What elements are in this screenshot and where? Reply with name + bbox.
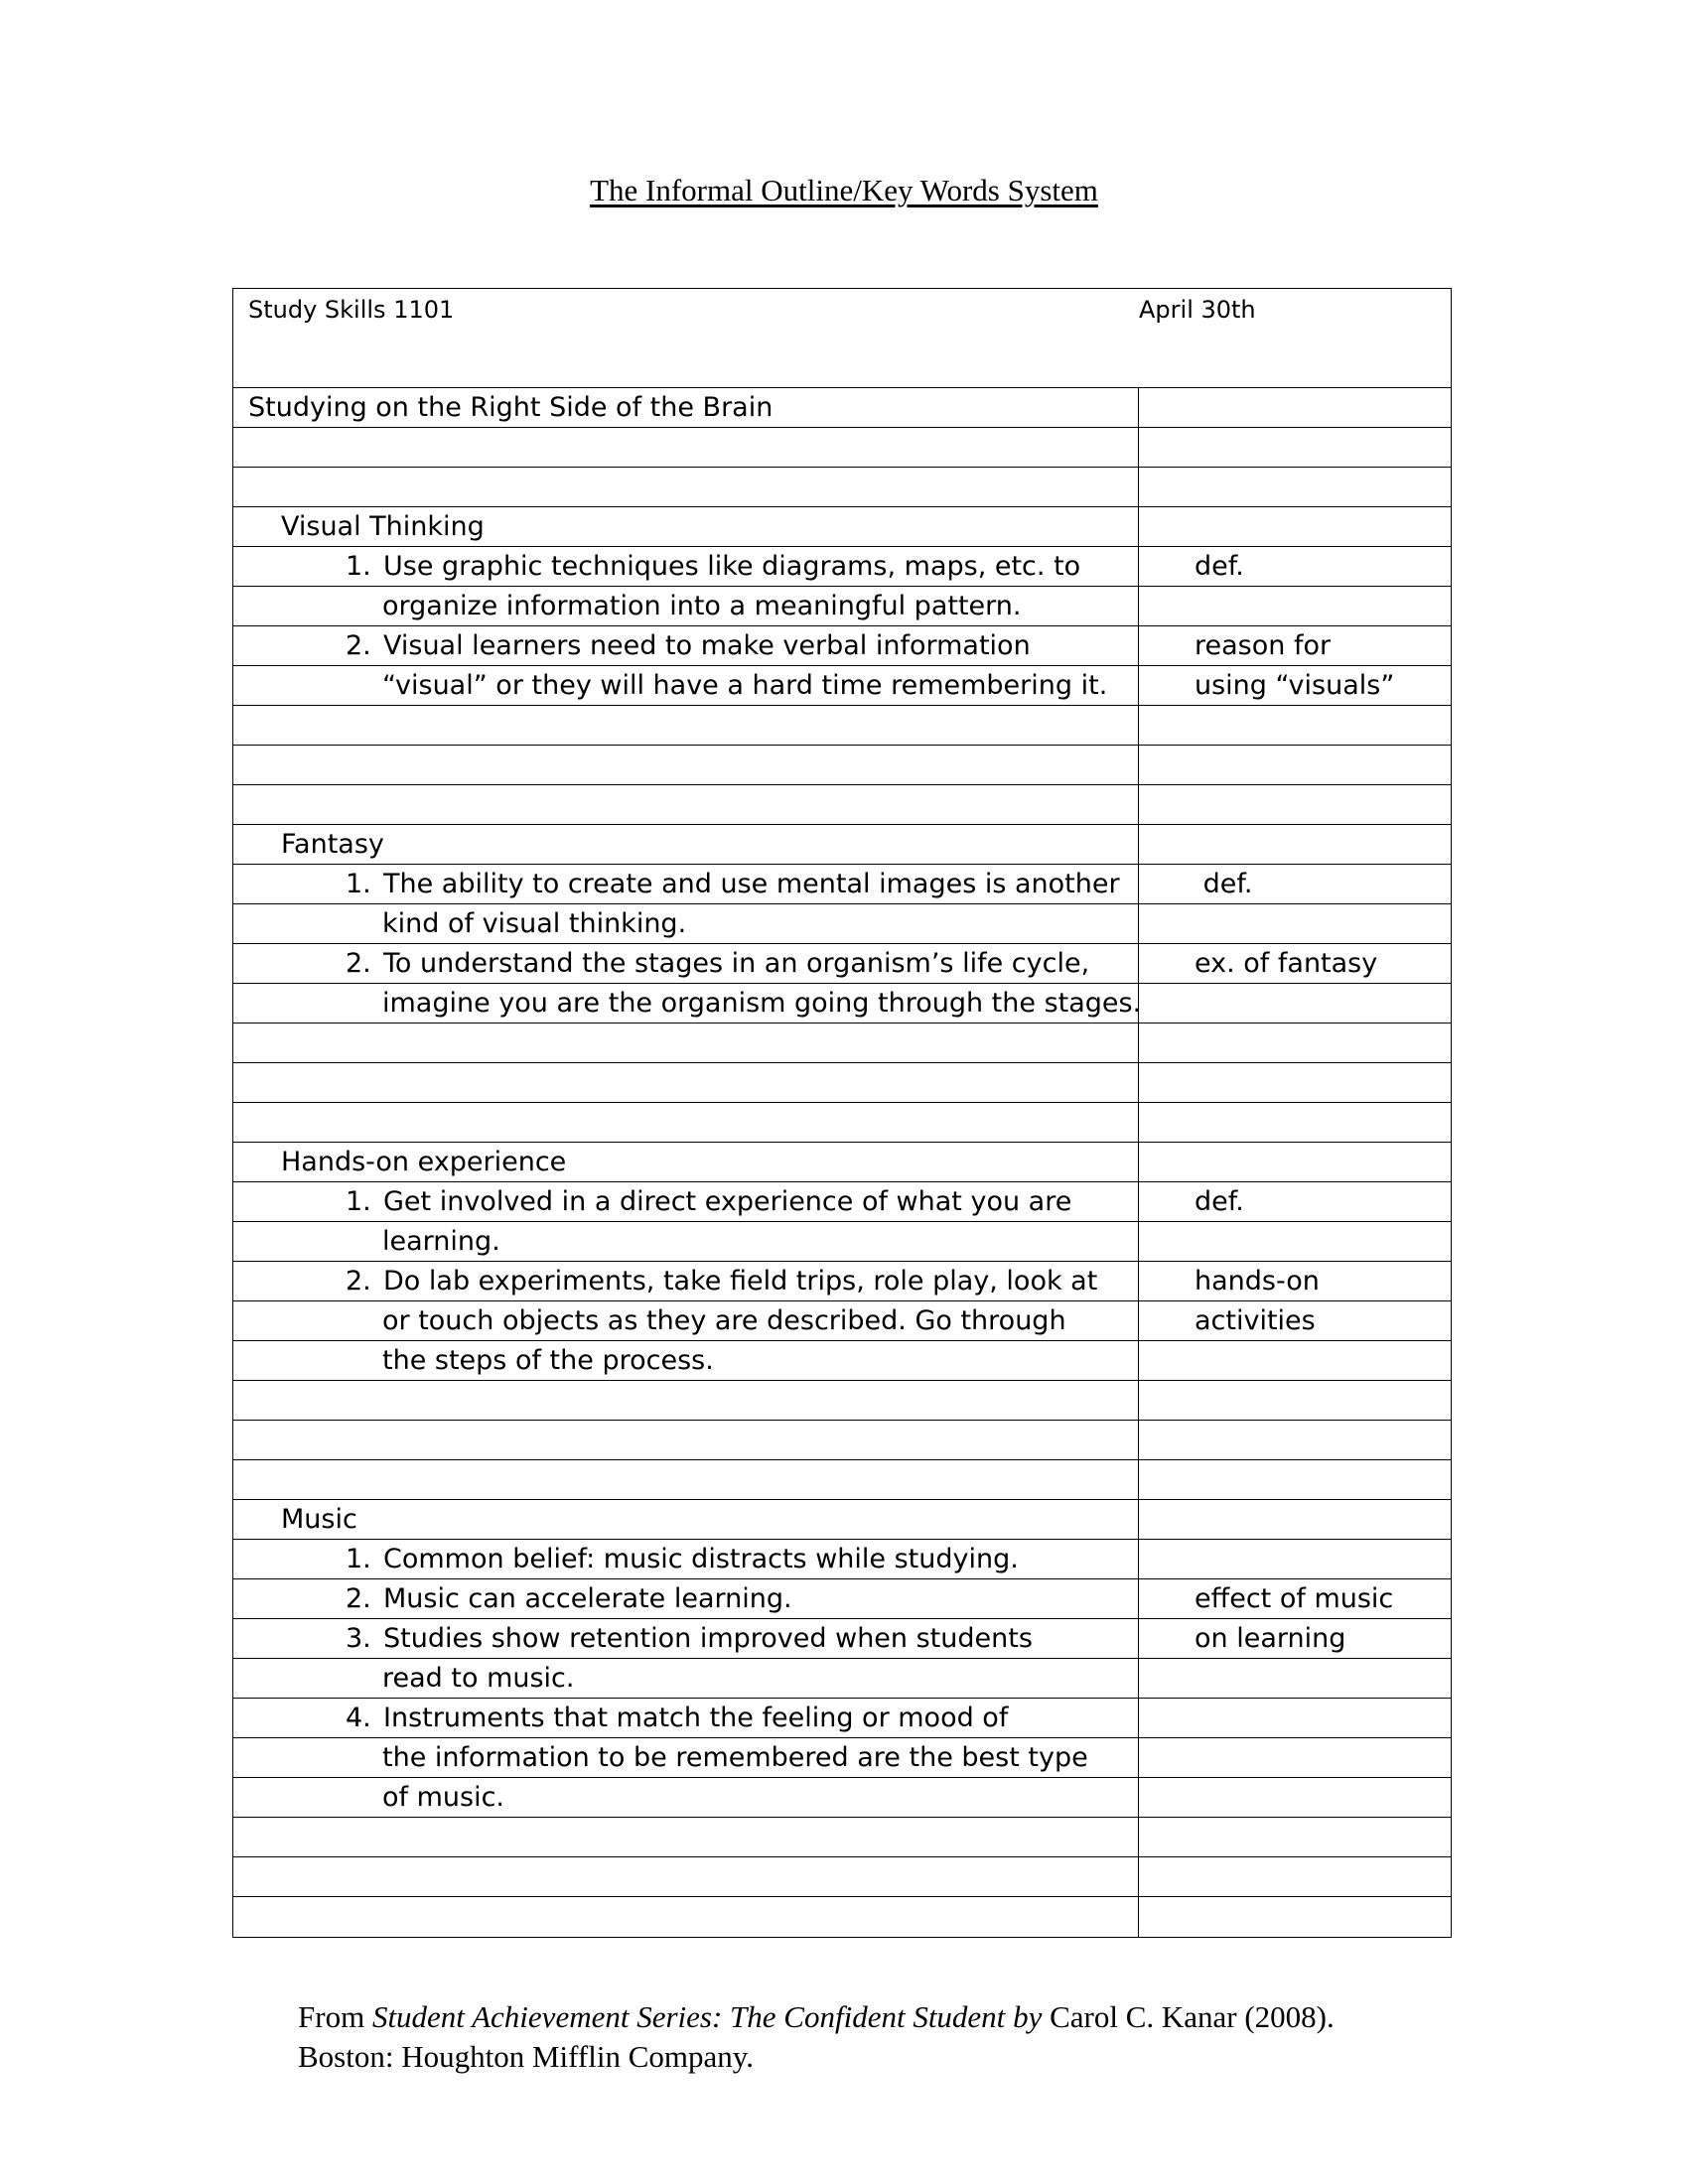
outline-cell [233,1778,1139,1817]
outline-cell [233,507,1139,546]
citation-prefix: From [298,1999,372,2034]
table-row [233,944,1451,984]
key-word: effect of music [1195,1583,1394,1614]
key-word-cell [1139,1024,1451,1062]
table-row [233,1381,1451,1421]
table-row [233,1699,1451,1738]
table-row [233,1659,1451,1699]
outline-cell [233,1460,1139,1499]
table-header [233,289,1451,388]
topic-heading: Fantasy [281,829,384,860]
topic-heading: Visual Thinking [281,511,485,542]
key-word-cell [1139,587,1451,625]
key-word-cell [1139,825,1451,864]
citation-by: by [1005,1999,1043,2034]
outline-cell [233,1143,1139,1181]
outline-cell [233,1818,1139,1856]
table-row [233,1897,1451,1937]
outline-cell [233,1341,1139,1380]
outline-text: Visual learners need to make verbal information [383,630,1031,661]
item-number: 4. [346,1703,371,1733]
key-word-cell [1139,666,1451,705]
table-row [233,1143,1451,1182]
key-word-cell [1139,1103,1451,1142]
outline-text: “visual” or they will have a hard time remembering it. [382,670,1108,701]
key-word: reason for [1195,630,1332,661]
key-word-cell [1139,1222,1451,1261]
item-number: 1. [346,1186,371,1217]
outline-cell [233,1262,1139,1300]
citation-author: Carol C. Kanar (2008). [1042,1999,1335,2034]
outline-rows [233,388,1451,1937]
key-word: def. [1195,1186,1244,1217]
page-title [0,171,1688,210]
table-row [233,468,1451,507]
key-word-cell [1139,1421,1451,1459]
outline-cell [233,1182,1139,1221]
table-row [233,984,1451,1024]
key-word-cell [1139,1500,1451,1539]
outline-cell [233,1897,1139,1937]
key-word-cell [1139,746,1451,784]
outline-text: Studies show retention improved when students [383,1623,1033,1654]
item-number: 2. [346,1583,371,1614]
key-word-cell [1139,1460,1451,1499]
section-title: Studying on the Right Side of the Brain [248,392,774,423]
key-word-cell [1139,1659,1451,1698]
table-row [233,706,1451,746]
table-row [233,1579,1451,1619]
outline-cell [233,984,1142,1023]
outline-text: of music. [382,1782,505,1813]
key-word-cell [1139,1063,1451,1102]
table-row [233,1818,1451,1857]
key-word-cell [1139,626,1451,665]
item-number: 1. [346,551,371,582]
table-row [233,388,1451,428]
table-row [233,1540,1451,1579]
outline-text: the information to be remembered are the best type [382,1742,1088,1773]
outline-cell [233,1381,1139,1420]
key-word-cell [1139,547,1451,586]
table-row [233,1421,1451,1460]
table-row [233,1063,1451,1103]
outline-text: The ability to create and use mental images is another [383,869,1120,899]
outline-cell [233,388,1139,427]
outline-text: the steps of the process. [382,1345,714,1376]
key-word-cell [1139,984,1451,1023]
outline-cell [233,825,1139,864]
course-name: Study Skills 1101 [248,296,455,324]
key-word: activities [1195,1305,1316,1336]
outline-text: Get involved in a direct experience of what you are [383,1186,1072,1217]
key-word-cell [1139,865,1451,903]
key-word-cell [1139,1341,1451,1380]
key-word-cell [1139,1262,1451,1300]
outline-cell [233,1222,1139,1261]
key-word-cell [1139,904,1451,943]
key-word-cell [1139,1540,1451,1578]
table-row [233,1024,1451,1063]
table-row [233,626,1451,666]
table-row [233,1301,1451,1341]
outline-cell [233,1857,1139,1896]
table-row [233,1778,1451,1818]
table-row [233,1500,1451,1540]
table-row [233,825,1451,865]
page-title-text: The Informal Outline/Key Words System [590,173,1098,207]
item-number: 3. [346,1623,371,1654]
key-word-cell [1139,507,1451,546]
key-word: using “visuals” [1195,670,1395,701]
outline-cell [233,904,1139,943]
key-word-cell [1139,1857,1451,1896]
table-row [233,1262,1451,1301]
outline-cell [233,626,1139,665]
outline-cell [233,865,1139,903]
outline-cell [233,547,1139,586]
key-word-cell [1139,1897,1451,1937]
citation-line-2: Boston: Houghton Mifflin Company. [298,2039,754,2074]
citation-book: Student Achievement Series: The Confident Student [371,1999,1006,2034]
table-row [233,1738,1451,1778]
outline-cell [233,666,1139,705]
key-word-cell [1139,1182,1451,1221]
outline-text: Do lab experiments, take field trips, role play, look at [383,1266,1098,1297]
table-row [233,746,1451,785]
key-word: def. [1195,551,1244,582]
key-word: def. [1195,869,1253,899]
key-word-cell [1139,1699,1451,1737]
outline-cell [233,1619,1139,1658]
key-word-cell [1139,1381,1451,1420]
key-word-cell [1139,1301,1451,1340]
table-row [233,1222,1451,1262]
outline-table [232,288,1452,1938]
item-number: 1. [346,1544,371,1574]
key-word-cell [1139,1579,1451,1618]
item-number: 2. [346,1266,371,1297]
table-row [233,1341,1451,1381]
outline-text: To understand the stages in an organism’s life cycle, [383,948,1090,979]
outline-cell [233,1738,1139,1777]
table-row [233,865,1451,904]
key-word-cell [1139,468,1451,506]
outline-cell [233,1659,1139,1698]
outline-text: imagine you are the organism going through the stages. [382,988,1142,1019]
key-word-cell [1139,428,1451,467]
outline-cell [233,1301,1139,1340]
table-row [233,666,1451,706]
outline-text: learning. [382,1226,500,1257]
outline-text: Use graphic techniques like diagrams, maps, etc. to [383,551,1081,582]
key-word-cell [1139,944,1451,983]
key-word-cell [1139,706,1451,745]
outline-cell [233,1421,1139,1459]
table-row [233,1182,1451,1222]
outline-text: kind of visual thinking. [382,908,687,939]
item-number: 2. [346,630,371,661]
table-row [233,1619,1451,1659]
outline-cell [233,428,1139,467]
topic-heading: Music [281,1504,357,1535]
key-word-cell [1139,1738,1451,1777]
outline-cell [233,746,1139,784]
key-word: ex. of fantasy [1195,948,1378,979]
outline-cell [233,1063,1139,1102]
topic-heading: Hands-on experience [281,1147,567,1177]
outline-text: Instruments that match the feeling or mood of [383,1703,1009,1733]
outline-cell [233,1103,1139,1142]
key-word: on learning [1195,1623,1346,1654]
outline-text: organize information into a meaningful pattern. [382,591,1022,621]
citation-line-1 [298,1997,1335,2037]
outline-cell [233,1579,1139,1618]
table-row [233,1857,1451,1897]
outline-cell [233,706,1139,745]
citation [298,1997,1335,2077]
key-word-cell [1139,785,1451,824]
outline-text: read to music. [382,1663,575,1694]
key-word-cell [1139,1818,1451,1856]
table-row [233,507,1451,547]
table-row [233,904,1451,944]
table-row [233,547,1451,587]
outline-text: Music can accelerate learning. [383,1583,792,1614]
outline-cell [233,1500,1139,1539]
item-number: 1. [346,869,371,899]
outline-cell [233,587,1139,625]
outline-cell [233,468,1139,506]
outline-text: Common belief: music distracts while studying. [383,1544,1019,1574]
outline-cell [233,1699,1139,1737]
key-word-cell [1139,1619,1451,1658]
outline-cell [233,1540,1139,1578]
table-row [233,587,1451,626]
outline-cell [233,1024,1139,1062]
lecture-date: April 30th [1139,296,1256,324]
table-row [233,428,1451,468]
key-word-cell [1139,388,1451,427]
key-word-cell [1139,1143,1451,1181]
key-word-cell [1139,1778,1451,1817]
key-word: hands-on [1195,1266,1320,1297]
outline-cell [233,785,1139,824]
table-row [233,1103,1451,1143]
outline-text: or touch objects as they are described. Go through [382,1305,1066,1336]
table-row [233,1460,1451,1500]
item-number: 2. [346,948,371,979]
table-row [233,785,1451,825]
outline-cell [233,944,1139,983]
